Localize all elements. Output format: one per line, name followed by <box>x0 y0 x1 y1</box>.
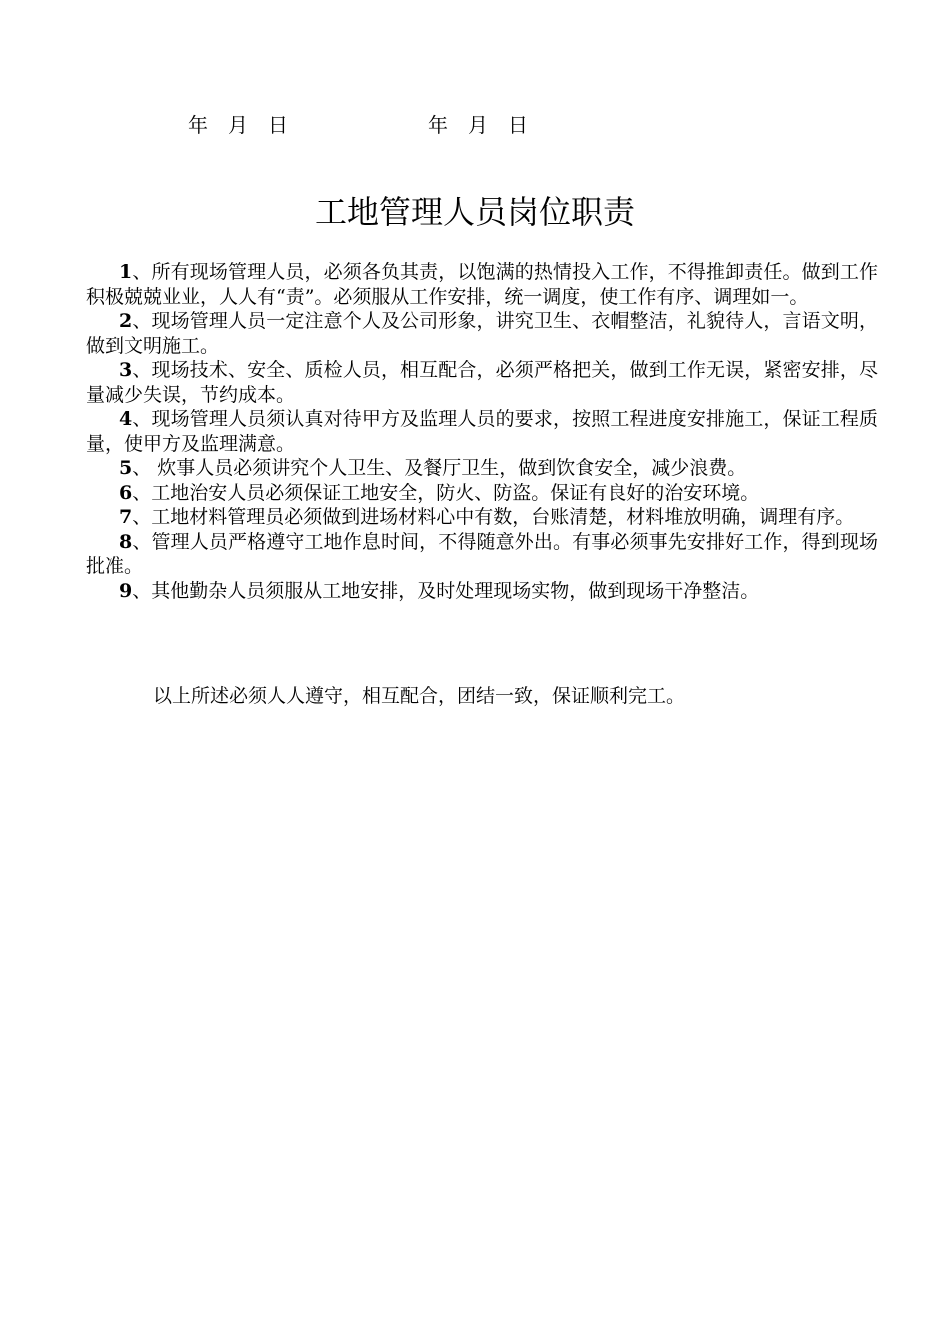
item-number: 4 <box>119 408 133 430</box>
duty-item-3 <box>86 358 878 407</box>
duty-item-5 <box>86 456 878 481</box>
document-title: 工地管理人员岗位职责 <box>314 193 635 231</box>
duty-item-6 <box>86 481 878 506</box>
item-text: 、工地材料管理员必须做到进场材料心中有数，台账清楚，材料堆放明确，调理有序。 <box>132 506 855 528</box>
item-number: 3 <box>119 359 133 381</box>
item-text: 、现场管理人员一定注意个人及公司形象，讲究卫生、衣帽整洁，礼貌待人，言语文明，做到文明施工。 <box>86 310 878 357</box>
day-label: 日 <box>268 113 288 137</box>
day-label: 日 <box>508 113 528 137</box>
item-number: 8 <box>119 530 133 553</box>
item-text: 、工地治安人员必须保证工地安全，防火、防盗。保证有良好的治安环境。 <box>132 481 760 504</box>
date-line <box>0 112 950 138</box>
duty-item-2 <box>86 309 878 358</box>
duty-item-9 <box>86 579 878 604</box>
item-number: 2 <box>119 310 133 332</box>
item-text: 、现场管理人员须认真对待甲方及监理人员的要求，按照工程进度安排施工，保证工程质量，使甲方及监理满意。 <box>86 408 878 455</box>
date-right <box>428 112 548 138</box>
item-number: 9 <box>119 579 133 602</box>
duties-list <box>86 260 878 603</box>
closing-statement: 以上所述必须人人遵守，相互配合，团结一致，保证顺利完工。 <box>153 685 686 707</box>
item-text: 、 炊事人员必须讲究个人卫生、及餐厅卫生，做到饮食安全，减少浪费。 <box>132 457 747 479</box>
item-number: 1 <box>119 261 133 283</box>
month-label: 月 <box>228 113 248 137</box>
duty-item-8 <box>86 530 878 579</box>
year-label: 年 <box>188 113 208 137</box>
duty-item-1 <box>86 260 878 309</box>
item-text: 、现场技术、安全、质检人员，相互配合，必须严格把关，做到工作无误，紧密安排，尽量减少失误，节约成本。 <box>86 359 878 406</box>
item-text: 、其他勤杂人员须服从工地安排，及时处理现场实物，做到现场干净整洁。 <box>132 579 760 602</box>
item-number: 7 <box>119 506 133 528</box>
month-label: 月 <box>468 113 488 137</box>
duty-item-4 <box>86 407 878 456</box>
date-left <box>188 112 308 138</box>
item-text: 、管理人员严格遵守工地作息时间，不得随意外出。有事必须事先安排好工作，得到现场批准。 <box>86 530 878 577</box>
item-number: 6 <box>119 481 133 504</box>
duty-item-7 <box>86 505 878 530</box>
item-number: 5 <box>119 457 133 479</box>
year-label: 年 <box>428 113 448 137</box>
item-text: 、所有现场管理人员，必须各负其责，以饱满的热情投入工作，不得推卸责任。做到工作积极兢兢业业，人人有“责”。必须服从工作安排，统一调度，使工作有序、调理如一。 <box>86 261 878 308</box>
